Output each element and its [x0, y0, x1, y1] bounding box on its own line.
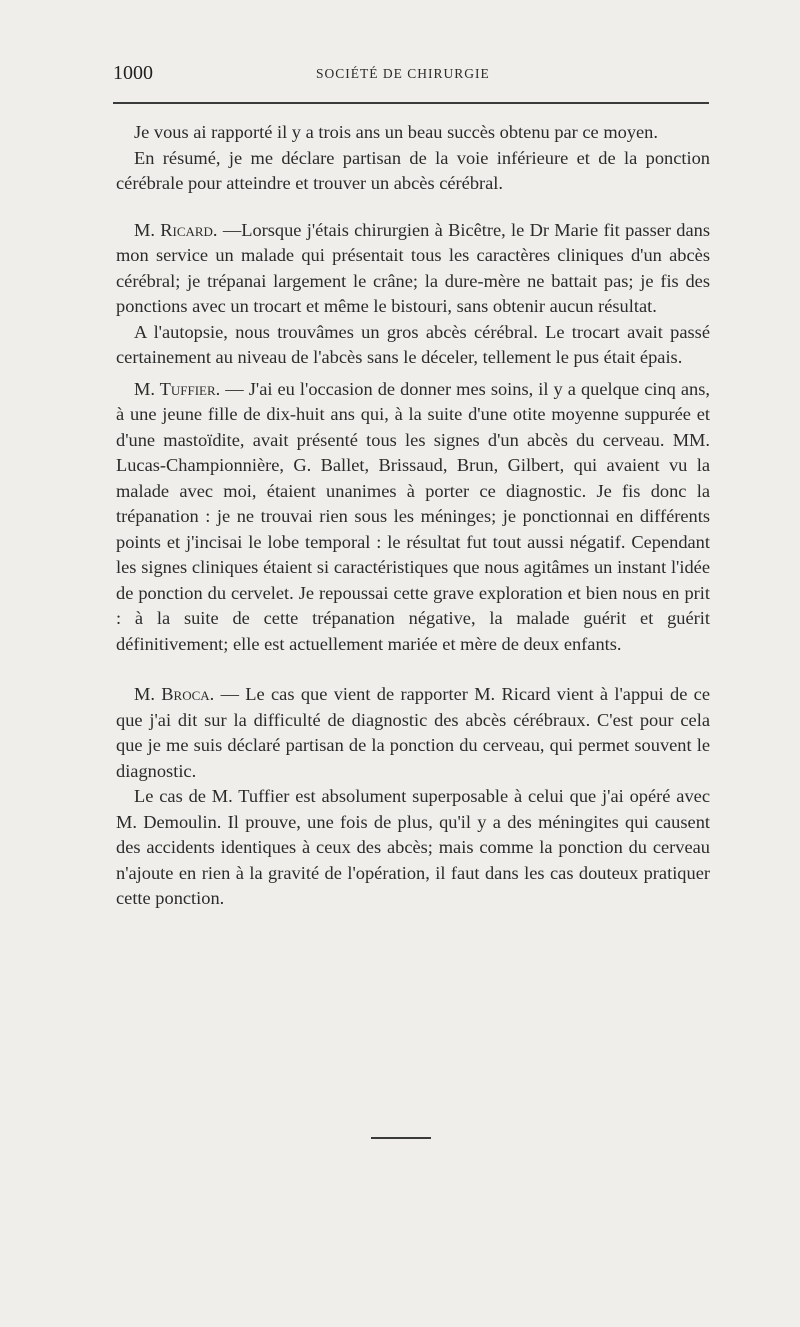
spacer	[116, 657, 710, 682]
spacer	[116, 197, 710, 218]
paragraph-autopsy: A l'autopsie, nous trouvâmes un gros abcès cérébral. Le trocart avait passé certainement au niveau de l'abcès sans le déceler, tellement le pus était épais.	[116, 321, 710, 367]
paragraph-tuffier-text: — J'ai eu l'occasion de donner mes soins, il y a quelque cinq ans, à une jeune fille de dix-huit ans qui, à la suite d'une otite moyenne suppurée et d'une mastoïdite, avait présenté tous les signes d'un abcès du cerveau. MM. Lucas-Championnière, G. Ballet, Brissaud, Brun, Gilbert, qui avaient vu la malade avec moi, étaient unanimes à porter ce diagnostic. Je fis donc la trépanation : je ne trouvai rien sous les méninges; je ponctionnai en différents points et j'incisai le lobe temporal : le résultat fut tout aussi négatif. Cependant les signes cliniques étaient si caractéristiques que nous agitâmes un instant l'idée de ponction du cervelet. Je repoussai cette grave exploration et bien nous en prit : à la suite de cette trépanation négative, la malade guérit et guérit définitivement; elle est actuellement mariée et mère de deux enfants.	[116, 378, 711, 654]
page-number: 1000	[113, 62, 153, 84]
paragraph-broca	[116, 682, 710, 784]
paragraph-ricard	[116, 218, 710, 320]
paragraph-broca-text: — Le cas que vient de rapporter M. Ricard vient à l'appui de ce que j'ai dit sur la difficulté de diagnostic des abcès cérébraux. C'est pour cela que je me suis déclaré partisan de la ponction du cerveau, qui permet souvent le diagnostic.	[116, 684, 710, 781]
page-header	[113, 62, 708, 88]
speaker-ricard: M. Ricard.	[134, 219, 218, 240]
paragraph-2: En résumé, je me déclare partisan de la voie inférieure et de la ponction cérébrale pour atteindre et trouver un abcès cérébral.	[116, 147, 710, 193]
paragraph-1: Je vous ai rapporté il y a trois ans un beau succès obtenu par ce moyen.	[134, 122, 658, 142]
speaker-tuffier: M. Tuffier.	[134, 378, 221, 399]
body-text	[116, 120, 710, 912]
paragraph-7: Le cas de M. Tuffier est absolument superposable à celui que j'ai opéré avec M. Demoulin. Il prouve, une fois de plus, qu'il y a des méningites qui causent des accidents identiques à ceux des abcès; mais comme la ponction du cerveau n'ajoute en rien à la gravité de l'opération, il faut dans les cas douteux pratiquer cette ponction.	[116, 786, 710, 908]
header-rule	[113, 102, 709, 104]
paragraph-tuffier	[116, 377, 710, 658]
speaker-broca: M. Broca.	[134, 684, 215, 704]
closing-rule	[371, 1137, 431, 1139]
paragraph-ricard-text: —Lorsque j'étais chirurgien à Bicêtre, le Dr Marie fit passer dans mon service un malade qui présentait tous les caractères cliniques d'un abcès cérébral; je trépanai largement le crâne; la dure-mère ne battait pas; je fis des ponctions avec un trocart et même le bistouri, sans obtenir aucun résultat.	[116, 219, 711, 316]
running-head: SOCIÉTÉ DE CHIRURGIE	[316, 66, 490, 81]
